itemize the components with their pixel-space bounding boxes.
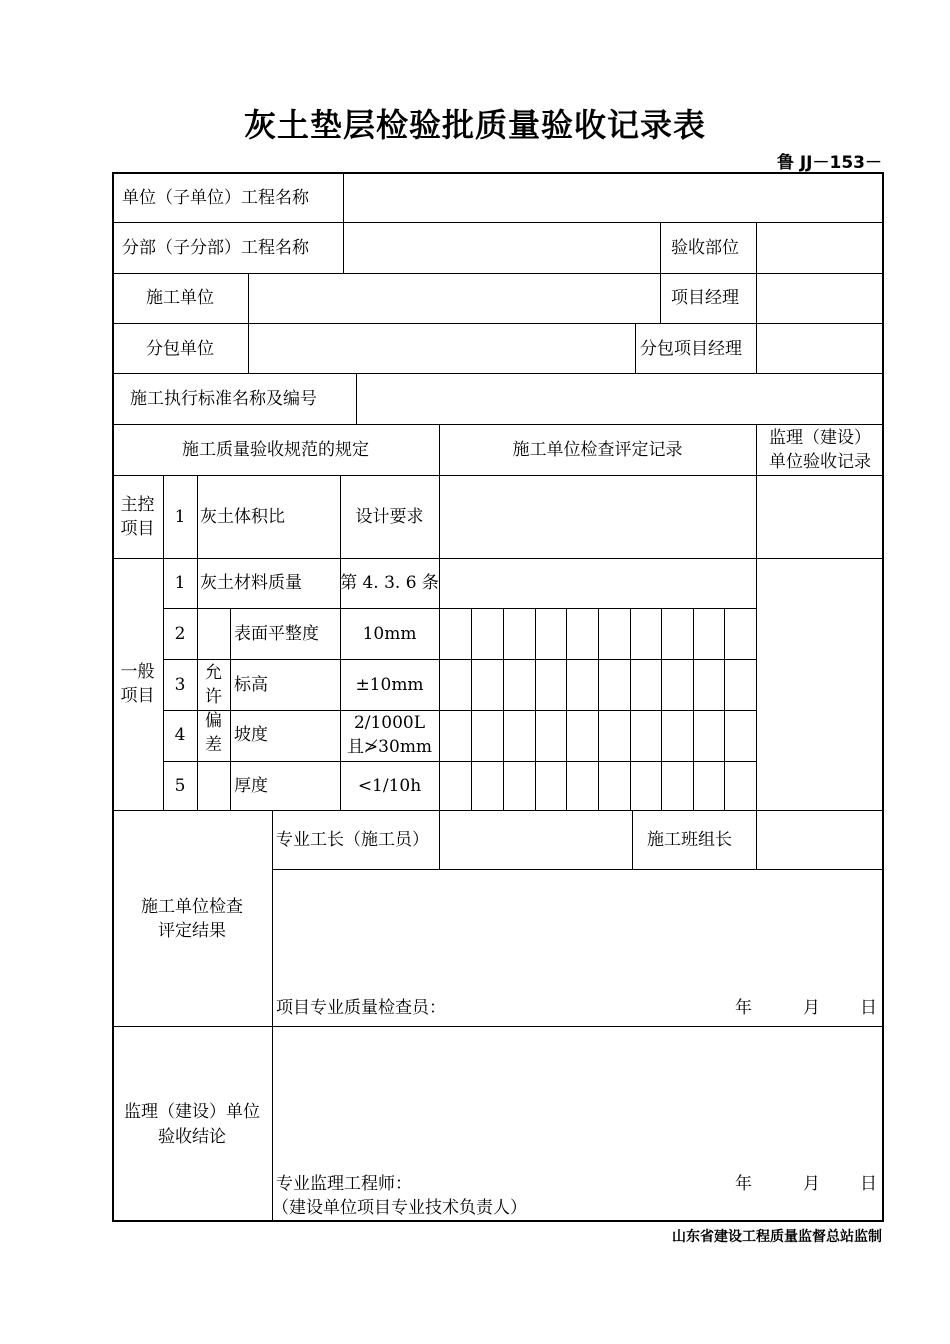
tolerance-char: 差 (205, 735, 222, 755)
grid-divider (503, 608, 504, 810)
col-divider (635, 323, 636, 374)
year-label: 年 (735, 1174, 752, 1194)
general-item-no: 3 (174, 675, 186, 695)
quality-inspector-label: 项目专业质量检查员： (276, 998, 446, 1018)
general-item-requirement: 10mm (362, 624, 417, 644)
contractor-result-label-1: 施工单位检查 (141, 897, 243, 917)
row-divider (112, 323, 884, 324)
grid-divider (661, 608, 662, 810)
general-item-name: 表面平整度 (234, 624, 319, 644)
general-item-name: 灰土材料质量 (200, 573, 302, 593)
row-divider (272, 869, 884, 870)
row-divider (163, 710, 756, 711)
row-divider (112, 273, 884, 274)
unit-project-label: 单位（子单位）工程名称 (122, 188, 309, 208)
supervisor-result-label-1: 监理（建设）单位 (124, 1102, 260, 1122)
general-item-requirement: 第 4. 3. 6 条 (340, 573, 439, 593)
contractor-result-label-2: 评定结果 (158, 921, 226, 941)
row-divider (163, 761, 756, 762)
tolerance-char: 许 (205, 687, 222, 707)
main-control-label-2: 项目 (120, 519, 155, 539)
acceptance-part-label: 验收部位 (671, 238, 739, 258)
row-divider (112, 558, 884, 559)
main-item-no: 1 (174, 507, 186, 527)
issuer-footer: 山东省建设工程质量监督总站监制 (672, 1229, 882, 1245)
grid-divider (471, 608, 472, 810)
general-item-no: 2 (174, 624, 186, 644)
contractor-label: 施工单位 (146, 288, 214, 308)
row-divider (112, 1026, 884, 1027)
col-divider (632, 810, 633, 869)
subcontractor-label: 分包单位 (146, 339, 214, 359)
month-label: 月 (803, 998, 820, 1018)
standard-label: 施工执行标准名称及编号 (130, 389, 317, 409)
grid-divider (630, 608, 631, 810)
general-item-name: 厚度 (234, 776, 268, 796)
row-divider (112, 424, 884, 425)
grid-divider (535, 608, 536, 810)
general-item-requirement: ±10mm (355, 675, 424, 695)
document-title: 灰土垫层检验批质量验收记录表 (243, 106, 706, 144)
general-label-1: 一般 (120, 662, 155, 682)
month-label: 月 (803, 1174, 820, 1194)
general-item-name: 坡度 (234, 725, 268, 745)
grid-divider (693, 608, 694, 810)
general-item-requirement-line1: 2/1000L (353, 713, 426, 733)
main-item-name: 灰土体积比 (200, 507, 285, 527)
col-divider (197, 475, 198, 810)
team-leader-label: 施工班组长 (647, 830, 732, 850)
row-divider (112, 810, 884, 811)
general-item-no: 1 (174, 573, 186, 593)
year-label: 年 (735, 998, 752, 1018)
foreman-label: 专业工长（施工员） (276, 830, 429, 850)
day-label: 日 (860, 1174, 877, 1194)
col-divider (756, 222, 757, 374)
row-divider (112, 475, 884, 476)
sub-project-label: 分部（子分部）工程名称 (122, 238, 309, 258)
general-item-requirement-line2: 且≯30mm (346, 737, 433, 757)
tolerance-char: 允 (205, 663, 222, 683)
main-control-label-1: 主控 (120, 495, 155, 515)
day-label: 日 (860, 998, 877, 1018)
col-divider (230, 608, 231, 810)
col-divider (439, 810, 440, 869)
form-code: 鲁 JJ－153－ (776, 153, 882, 173)
sub-pm-label: 分包项目经理 (640, 339, 742, 359)
spec-header: 施工质量验收规范的规定 (182, 440, 369, 460)
supervisor-result-label-2: 验收结论 (158, 1127, 226, 1147)
grid-divider (566, 608, 567, 810)
row-divider (112, 373, 884, 374)
row-divider (112, 222, 884, 223)
col-divider (756, 424, 757, 810)
general-item-requirement: <1/10h (357, 776, 422, 796)
grid-divider (598, 608, 599, 810)
row-divider (163, 608, 756, 609)
col-divider (439, 424, 440, 810)
general-item-no: 4 (174, 725, 186, 745)
col-divider (343, 172, 344, 273)
supervisor-header-line2: 单位验收记录 (769, 452, 871, 472)
col-divider (356, 373, 357, 424)
col-divider (756, 810, 757, 869)
col-divider (248, 273, 249, 374)
supervising-engineer-label: 专业监理工程师： (276, 1174, 412, 1194)
general-item-no: 5 (174, 776, 186, 796)
grid-divider (724, 608, 725, 810)
engineer-note: （建设单位项目专业技术负责人） (272, 1198, 527, 1218)
col-divider (660, 222, 661, 323)
supervisor-header-line1: 监理（建设） (769, 428, 871, 448)
contractor-record-header: 施工单位检查评定记录 (512, 440, 683, 460)
general-item-name: 标高 (234, 675, 268, 695)
row-divider (163, 659, 756, 660)
tolerance-char: 偏 (205, 711, 222, 731)
project-manager-label: 项目经理 (671, 288, 739, 308)
col-divider (272, 810, 273, 1221)
main-item-requirement: 设计要求 (355, 507, 424, 527)
general-label-2: 项目 (120, 686, 155, 706)
